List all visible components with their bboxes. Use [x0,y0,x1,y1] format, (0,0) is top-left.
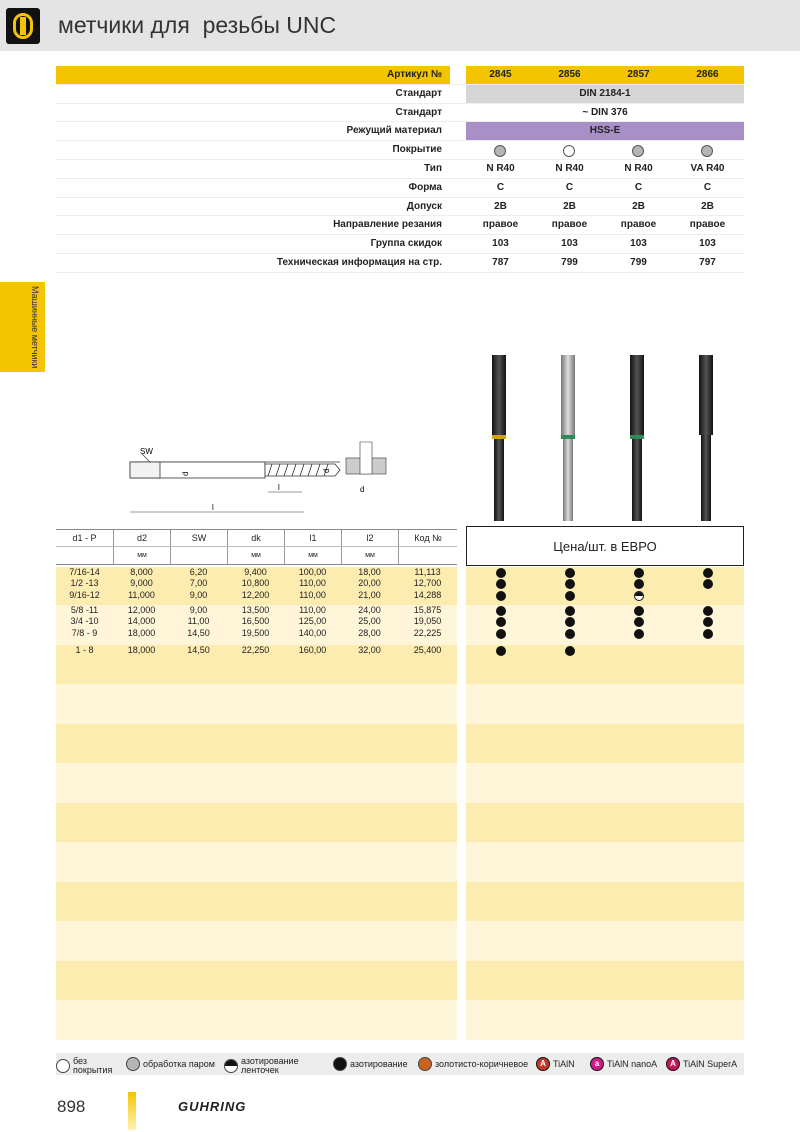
spec-value: C [703,181,712,193]
dims-cell: 9,00 [189,605,208,615]
legend-item [224,1057,299,1075]
grid-band [56,645,744,685]
legend-label: азотирование ленточек [241,1056,299,1075]
availability-dot-icon [496,606,506,616]
spec-value: 787 [492,256,509,268]
spec-value: 103 [699,238,716,250]
spec-label: Форма [408,181,442,193]
dk-label: d [360,485,365,494]
coating-swatch-icon [56,1059,70,1073]
band-left [56,1000,457,1040]
tool-2857 [630,355,644,521]
availability-dot-icon [496,646,506,656]
band-left [56,605,457,645]
band-right [466,961,744,1001]
dims-cell: 25,400 [413,644,442,655]
dims-unit-cell [56,547,113,564]
dims-cell: 6,20 [189,567,208,577]
spec-value: правое [689,219,726,231]
spec-value: 103 [492,238,509,250]
dims-units-row [56,547,457,565]
dims-row [56,590,457,601]
dims-header-cell: SW [170,530,227,546]
legend-label: азотирование [350,1058,408,1069]
footer-bar [128,1092,136,1130]
spec-value: N R40 [624,162,653,174]
tap-drawing [120,440,390,520]
spec-values [466,160,744,178]
dims-cell: 8,000 [130,567,153,577]
spec-values [466,216,744,234]
band-right [466,724,744,764]
availability-dot-icon [565,606,575,616]
band-right [466,763,744,803]
dims-cell: 25,00 [358,616,381,627]
band-left [56,645,457,685]
spec-row [56,254,744,273]
side-tab-label: Машинные метчики [30,286,40,369]
dims-unit-cell: мм [227,547,284,564]
spec-value: 2857 [627,69,650,80]
coating-swatch-icon: A [536,1057,550,1071]
spec-row [56,235,744,254]
dims-cell: 14,50 [187,627,210,638]
dims-cell: 12,700 [413,578,442,589]
dims-cell: 1 - 8 [75,644,94,655]
spec-row [56,104,744,123]
dims-table [56,567,744,1040]
spec-value: правое [551,219,588,231]
coating-swatch-icon [126,1057,140,1071]
dims-cell: 14,50 [187,644,210,655]
coating-swatch-icon [333,1057,347,1071]
page-header [0,0,800,51]
spec-row [56,85,744,104]
legend-item [418,1057,528,1071]
spec-value: правое [620,219,657,231]
availability-dot-icon [496,629,506,639]
dims-cell: 28,00 [358,627,381,638]
dims-cell: 18,00 [358,567,381,577]
spec-span-value: HSS-E [589,125,621,137]
spec-value: C [496,181,505,193]
availability-dot-icon [634,617,644,627]
availability-dot-icon [565,629,575,639]
dims-header-cell: d1 - P [72,533,97,543]
dims-cell: 110,00 [299,578,326,589]
availability-dot-icon [565,568,575,578]
spec-value: 2845 [489,69,512,80]
dims-header-cell: Код № [398,530,457,546]
availability-dot-icon [496,579,506,589]
grid-band [56,684,744,724]
spec-value: 2B [563,200,576,212]
side-tab[interactable] [0,282,45,372]
grid-band [56,1000,744,1040]
grid-band [56,763,744,803]
band-left [56,763,457,803]
availability-dot-icon [634,579,644,589]
dims-cell: 11,113 [414,567,441,577]
dims-cell: 160,00 [298,644,327,655]
dims-unit-cell [398,547,457,564]
spec-value: 797 [699,256,716,268]
dims-header-cell: dk [227,530,284,546]
dims-cell: 9,400 [244,567,267,577]
spec-values [466,235,744,253]
grid-band [56,882,744,922]
availability-dot-icon [703,568,713,578]
spec-value: C [634,181,643,193]
coating-swatch-icon [563,145,575,157]
spec-label: Стандарт [395,87,442,99]
band-left [56,842,457,882]
dims-cell: 13,500 [241,605,270,615]
legend-label: TiAlN nanoA [607,1058,658,1069]
dims-cell: 14,288 [413,589,442,600]
spec-value: 2B [632,200,645,212]
dims-cell: 110,00 [299,589,326,600]
availability-dot-icon [565,646,575,656]
spec-span-value: ~ DIN 376 [582,106,628,118]
grid-band [56,842,744,882]
dims-header-cell: d2 [113,530,170,546]
spec-label: Стандарт [395,106,442,118]
band-right [466,645,744,685]
brand-logo: GUHRING [178,1099,247,1114]
dims-row [56,616,457,627]
dims-cell: 20,00 [358,578,381,589]
dims-cell: 9,00 [189,589,208,600]
legend-label: TiAlN [553,1058,575,1069]
page-number: 898 [57,1097,86,1116]
spec-value: правое [482,219,519,231]
spec-value: 2B [701,200,714,212]
spec-values [466,122,744,140]
legend-item [536,1057,575,1071]
coating-swatch-icon: A [666,1057,680,1071]
spec-row [56,160,744,179]
spec-row [56,179,744,198]
spec-label: Артикул № [56,66,450,84]
grid-band [56,605,744,645]
dims-cell: 9/16-12 [69,589,100,600]
spec-value: N R40 [486,162,515,174]
spec-row [56,122,744,141]
dims-row [56,578,457,589]
spec-values [466,179,744,197]
spec-value: 103 [630,238,647,250]
dims-cell: 22,225 [413,627,442,638]
spec-value: VA R40 [690,162,725,174]
availability-dot-icon [634,568,644,578]
dims-cell: 18,000 [127,627,156,638]
spec-row [56,216,744,235]
d1-label: d [322,468,331,473]
legend-item [666,1057,737,1071]
legend-item [333,1057,408,1071]
spec-row [56,198,744,217]
band-right [466,684,744,724]
availability-dot-icon [565,591,575,601]
availability-dot-icon [496,568,506,578]
band-left [56,961,457,1001]
band-right [466,842,744,882]
band-left [56,724,457,764]
dims-cell: 110,00 [299,605,326,615]
dims-row [56,645,457,656]
legend-label: без покрытия [73,1056,113,1075]
dims-cell: 7,00 [189,578,208,589]
availability-dot-icon [496,591,506,601]
l1-label: l [212,503,214,512]
dims-header-cell: l2 [341,530,398,546]
spec-value: N R40 [555,162,584,174]
dims-cell: 12,200 [241,589,270,600]
availability-dot-icon [565,579,575,589]
availability-dot-icon [634,606,644,616]
legend-label: TiAlN SuperA [683,1058,738,1069]
spec-value: 2866 [696,69,719,80]
dims-cell: 16,500 [241,616,270,627]
dims-unit-cell: мм [113,547,170,564]
dims-cell: 100,00 [298,567,327,577]
partial-availability-icon [634,591,644,601]
band-right [466,921,744,961]
dims-cell: 32,00 [358,644,381,655]
dims-header-cell: l1 [284,530,341,546]
dims-cell: 10,800 [241,578,270,589]
tool-2845 [492,355,506,521]
tap-icon [6,8,40,44]
grid-band [56,803,744,843]
tool-photos [470,355,742,525]
coating-swatch-icon: a [590,1057,604,1071]
l2-label: l [278,483,280,492]
dims-unit-cell [170,547,227,564]
dims-cell: 5/8 -11 [70,605,99,615]
dims-cell: 14,000 [127,616,156,627]
legend-label: золотисто-коричневое [435,1058,529,1069]
dims-cell: 9,000 [130,578,153,589]
legend-item [126,1057,215,1071]
spec-table [56,66,744,273]
dims-cell: 7/16-14 [69,567,100,577]
coating-swatch-icon [494,145,506,157]
legend-item [56,1057,112,1075]
dims-cell: 21,00 [358,589,381,600]
spec-values [466,254,744,272]
legend-item [590,1057,657,1071]
grid-band [56,921,744,961]
availability-dot-icon [703,629,713,639]
band-left [56,567,457,605]
availability-dot-icon [703,579,713,589]
dims-row [56,628,457,639]
spec-label: Допуск [406,200,442,212]
legend-label: обработка паром [143,1058,215,1069]
availability-dot-icon [703,617,713,627]
dims-unit-cell: мм [341,547,398,564]
sw-label: SW [140,447,153,456]
band-right [466,567,744,605]
band-left [56,684,457,724]
dims-cell: 24,00 [358,605,381,615]
grid-band [56,961,744,1001]
spec-value: 799 [561,256,578,268]
band-left [56,882,457,922]
availability-dot-icon [703,606,713,616]
spec-values [466,66,744,84]
spec-values [466,198,744,216]
grid-band [56,724,744,764]
coating-legend [56,1053,744,1075]
dims-row [56,605,457,616]
band-right [466,803,744,843]
dims-unit-cell: мм [284,547,341,564]
dims-cell: 7/8 - 9 [71,627,98,638]
spec-value: 2B [494,200,507,212]
dims-cell: 18,000 [127,644,156,655]
dims-row [56,567,457,578]
spec-value: 799 [630,256,647,268]
dims-cell: 19,050 [413,616,442,627]
dims-cell: 15,875 [413,605,442,615]
spec-values [466,104,744,122]
dims-cell: 1/2 -13 [70,578,99,589]
dims-cell: 19,500 [241,627,270,638]
dims-cell: 11,00 [187,616,210,627]
price-header: Цена/шт. в ЕВРО [466,526,744,566]
spec-label: Режущий материал [346,125,442,137]
dims-cell: 22,250 [241,644,270,655]
spec-span-value: DIN 2184-1 [579,87,631,99]
grid-band [56,567,744,605]
availability-dot-icon [634,629,644,639]
dims-cell: 3/4 -10 [70,616,99,627]
band-right [466,882,744,922]
dims-header-row [56,529,457,547]
spec-row [56,141,744,160]
spec-row [56,66,744,85]
spec-values [466,141,744,159]
spec-values [466,85,744,103]
band-right [466,605,744,645]
band-right [466,1000,744,1040]
dims-header [56,529,457,565]
spec-value: 2856 [558,69,581,80]
coating-swatch-icon [632,145,644,157]
spec-value: 103 [561,238,578,250]
band-left [56,921,457,961]
tool-2856 [561,355,575,521]
d2-label: d [181,471,190,476]
spec-label: Тип [424,162,442,174]
dims-cell: 140,00 [298,627,327,638]
coating-swatch-icon [418,1057,432,1071]
dims-cell: 12,000 [127,605,156,615]
page-title: метчики для резьбы UNC [58,12,337,38]
availability-dot-icon [496,617,506,627]
dims-cell: 125,00 [298,616,327,627]
tool-2866 [699,355,713,521]
availability-dot-icon [565,617,575,627]
coating-swatch-icon [224,1059,238,1073]
spec-value: C [565,181,574,193]
spec-label: Покрытие [392,144,442,156]
spec-label: Техническая информация на стр. [276,256,442,268]
spec-label: Группа скидок [370,238,442,250]
coating-swatch-icon [701,145,713,157]
spec-label: Направление резания [333,219,442,231]
dims-cell: 11,000 [128,589,155,600]
band-left [56,803,457,843]
